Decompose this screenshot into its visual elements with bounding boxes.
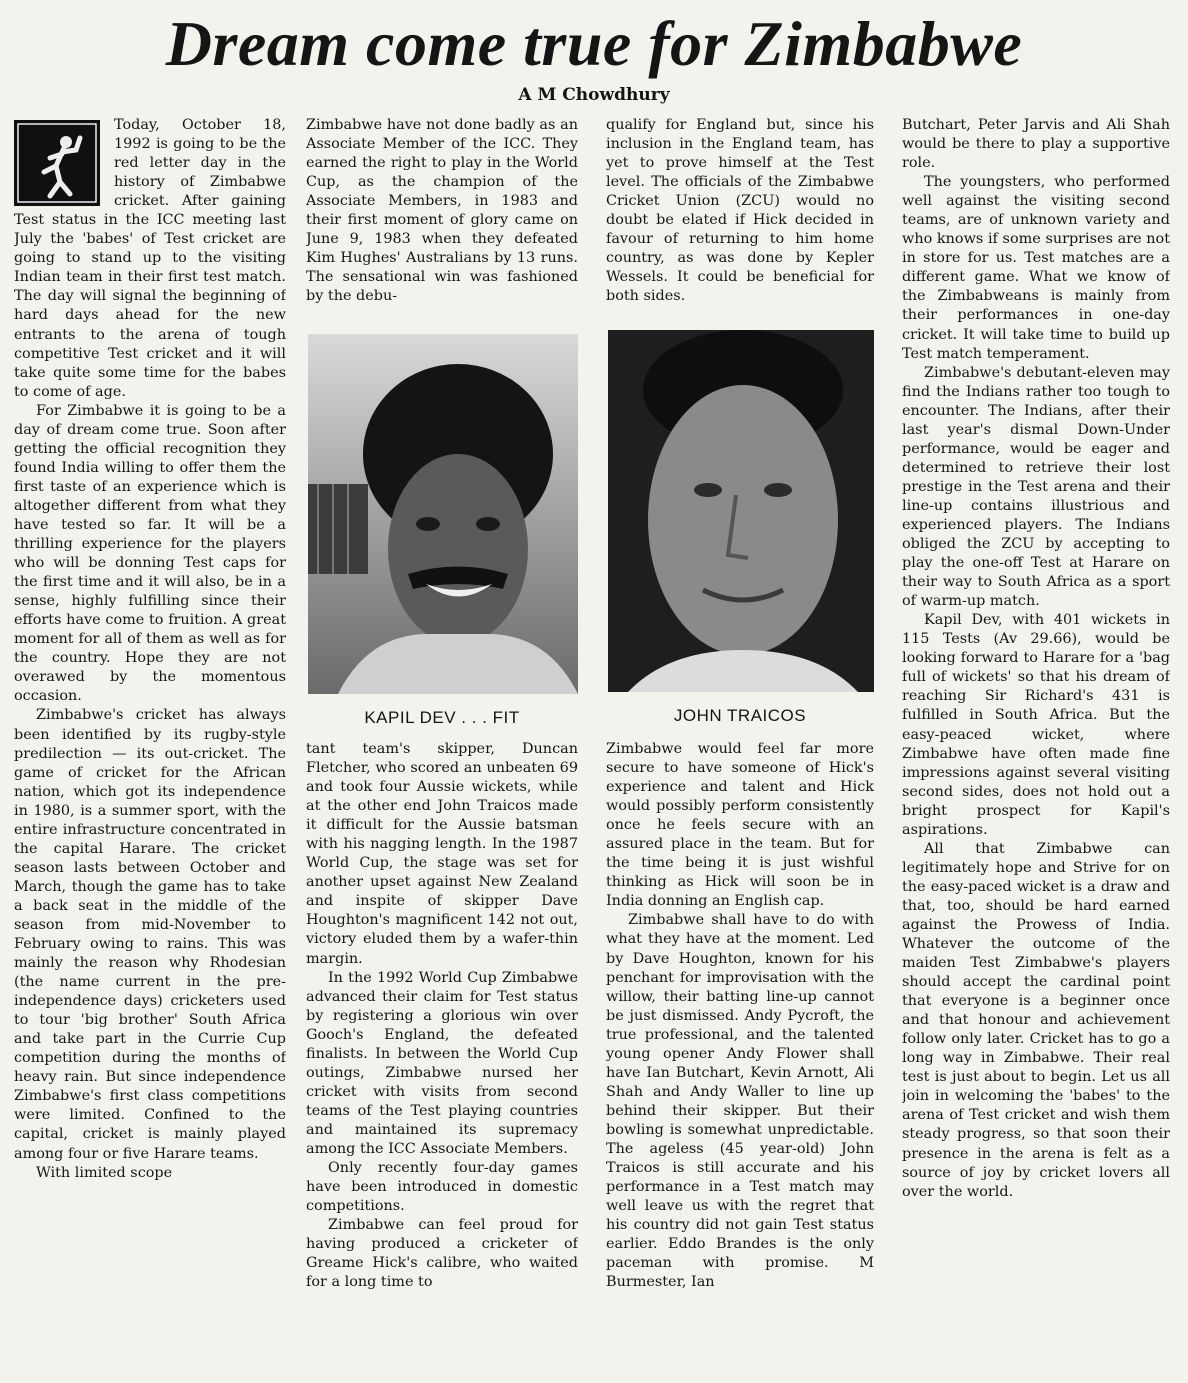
paragraph: For Zimbabwe it is going to be a day of dream come true. Soon after getting the official recognition they found India willing to offer them the first taste of an experience which is altogether different from what they have tested so far. It will be a thrilling experience for the players who will be donning Test caps for the first time and it will also, be in a sense, highly fulfilling since their efforts have come to fruition. A great moment for all of them as well as for the country. Hope they are not overawed by the momentous occasion.: [14, 402, 286, 705]
article-column-2-bottom: [306, 740, 578, 1374]
paragraph: Zimbabwe's cricket has always been identified by its rugby-style predilection — its out-cricket. The game of cricket for the African nation, which got its independence in 1980, is a summer sport, with the entire infrastructure concentrated in the capital Harare. The cricket season lasts between October and March, though the game has to take a back seat in the middle of the season from mid-November to February owing to rains. This was mainly the reason why Rhodesian (the name current in the pre-independence days) cricketers used to tour 'big brother' South Africa and take part in the Currie Cup competition during the months of heavy rain. But since independence Zimbabwe's first class competitions were limited. Confined to the capital, cricket is mainly played among four or five Harare teams.: [14, 707, 286, 1162]
paragraph: The youngsters, who performed well against the visiting second teams, are of unknown variety and who knows if some surprises are not in store for us. Test matches are a different game. What we know of the Zimbabweans is mainly from their performances in one-day cricket. It will take time to build up Test match temperament.: [902, 174, 1170, 362]
kapil-dev-photo: [308, 334, 578, 694]
article-column-2-top: [306, 116, 578, 330]
paragraph: Zimbabwe shall have to do with what they have at the moment. Led by Dave Houghton, known for his penchant for improvisation with the willow, their batting line-up cannot be just dismissed. Andy Pycroft, the true professional, and the talented young opener Andy Flower shall have Ian Butchart, Kevin Arnott, Ali Shah and Andy Waller to line up behind their skipper. But their bowling is somewhat unpredictable. The ageless (45 year-old) John Traicos is still accurate and his performance in a Test match may well leave us with the regret that his country did not gain Test status earlier. Eddo Brandes is the only paceman with promise. M Burmester, Ian: [606, 912, 874, 1291]
paragraph: qualify for England but, since his inclusion in the England team, has yet to prove himself at the Test level. The officials of the Zimbabwe Cricket Union (ZCU) would no doubt be elated if Hick decided in favour of returning to him home country, as was done by Kepler Wessels. It could be beneficial for both sides.: [606, 117, 874, 305]
article-column-3-bottom: [606, 740, 874, 1374]
paragraph: With limited scope: [36, 1164, 173, 1181]
paragraph: Only recently four-day games have been introduced in domestic competitions.: [306, 1160, 578, 1215]
kapil-dev-caption: KAPIL DEV . . . FIT: [364, 708, 520, 727]
paragraph: Butchart, Peter Jarvis and Ali Shah would be there to play a supportive role.: [902, 117, 1170, 172]
headline: Dream come true for Zimbabwe: [165, 8, 1023, 79]
paragraph: All that Zimbabwe can legitimately hope and Strive for on the easy-paced wicket is a draw and that, too, should be hard earned against the Prowess of India. Whatever the outcome of the maiden Test Zimbabwe's players should accept the cardinal point that everyone is a beginner once and that honour and achievement follow only later. Cricket has to go a long way in Zimbabwe. Their real test is just about to begin. Let us all join in welcoming the 'babes' to the arena of Test cricket and wish them steady progress, so that soon their presence in the arena is felt as a source of joy by cricket lovers all over the world.: [902, 840, 1170, 1200]
paragraph: Zimbabwe's debutant-eleven may find the Indians rather too tough to encounter. The Indians, after their last year's dismal Down-Under performance, would be eager and determined to retrieve their lost prestige in the Test arena and their line-up contains illustrious and experienced players. The Indians obliged the ZCU by accepting to play the one-off Test at Harare on their way to South Africa as a sport of warm-up match.: [902, 364, 1170, 610]
john-traicos-caption: JOHN TRAICOS: [673, 706, 807, 725]
paragraph: Kapil Dev, with 401 wickets in 115 Tests (Av 29.66), would be looking forward to Harare for a 'bag full of wickets' so that his dream of reaching Sir Richard's 431 is fulfilled in South Africa. But the easy-peaced wicket, where Zimbabwe have often made fine impressions against several visiting second sides, does not hold out a bright prospect for Kapil's aspirations.: [902, 612, 1170, 838]
paragraph: Zimbabwe can feel proud for having produced a cricketer of Greame Hick's calibre, who waited for a long time to: [306, 1217, 578, 1291]
cricketer-logo-icon: [14, 120, 100, 206]
paragraph: tant team's skipper, Duncan Fletcher, who scored an unbeaten 69 and took four Aussie wickets, while at the other end John Traicos made it difficult for the Aussie batsman with his nagging length. In the 1987 World Cup, the stage was set for another upset against New Zealand and inspite of skipper Dave Houghton's magnificent 142 not out, victory eluded them by a wafer-thin margin.: [306, 741, 578, 967]
article-column-3-top: [606, 116, 874, 330]
john-traicos-photo: [608, 330, 874, 692]
paragraph: Zimbabwe would feel far more secure to have someone of Hick's experience and talent and Hick would possibly perform consistently once he feels secure with an assured place in the team. But for the time being it is just wishful thinking as Hick will soon be in India donning an English cap.: [606, 741, 874, 910]
byline: A M Chowdhury: [518, 85, 670, 105]
paragraph: In the 1992 World Cup Zimbabwe advanced their claim for Test status by registering a glorious win over Gooch's England, the defeated finalists. In between the World Cup outings, Zimbabwe nursed her cricket with visits from second teams of the Test playing countries and maintained its supremacy among the ICC Associate Members.: [306, 969, 578, 1157]
article-column-1: [14, 116, 286, 1374]
paragraph: Today, October 18, 1992 is going to be the red letter day in the history of Zimbabwe cricket. After gaining Test status in the ICC meeting last July the 'babes' of Test cricket are going to stand up to the visiting Indian team in their first test match. The day will signal the beginning of hard days ahead for the new entrants to the arena of tough competitive Test cricket and it will take quite some time for the babes to come of age.: [14, 117, 286, 400]
article-column-4: [902, 116, 1170, 1374]
paragraph: Zimbabwe have not done badly as an Associate Member of the ICC. They earned the right to play in the World Cup, as the champion of the Associate Members, in 1983 and their first moment of glory came on June 9, 1983 when they defeated Kim Hughes' Australians by 13 runs. The sensational win was fashioned by the debu-: [306, 117, 578, 305]
